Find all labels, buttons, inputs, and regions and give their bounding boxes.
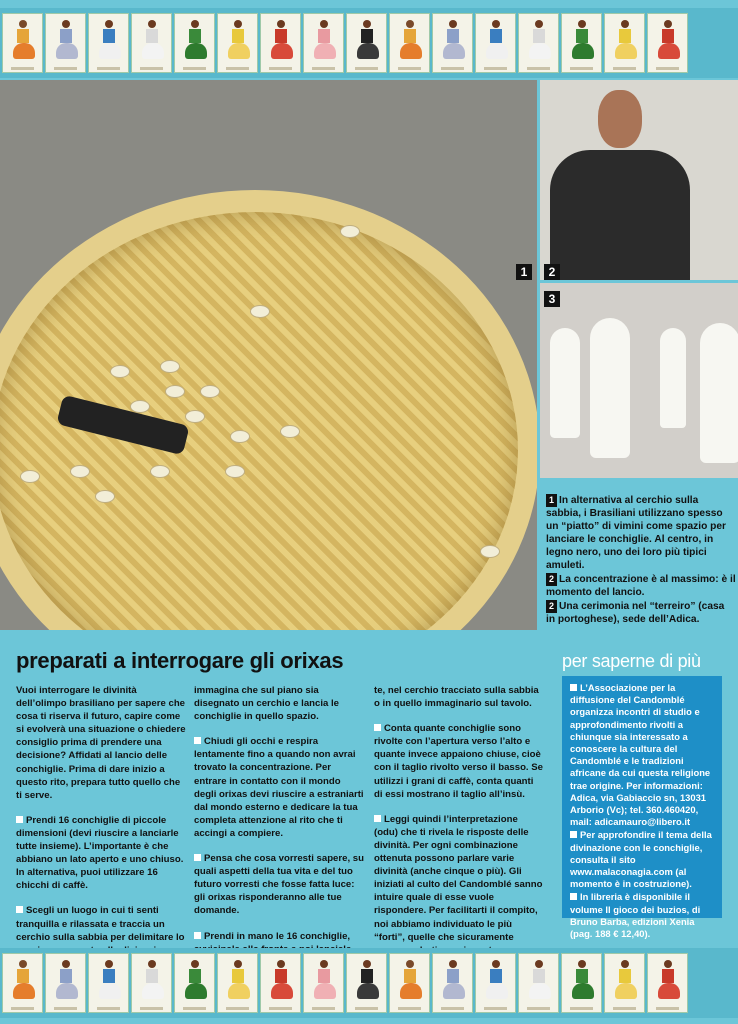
paragraph: immagina che sul piano sia disegnato un cerchio e lancia le conchiglie in quello spazio. (194, 685, 340, 723)
bullet-square-icon (374, 815, 381, 822)
orixa-card (131, 953, 172, 1013)
orixa-card (518, 13, 559, 73)
orixa-card (604, 13, 645, 73)
orixa-figure-icon (185, 20, 205, 64)
orixa-figure-icon (271, 20, 291, 64)
orixa-figure-icon (271, 960, 291, 1004)
orixa-figure-icon (357, 20, 377, 64)
orixa-card (260, 953, 301, 1013)
photo-captions (546, 494, 736, 627)
paragraph: Pensa che cosa vorresti sapere, su quali aspetti della tua vita e del tuo futuro vorresti che fosse fatta luce: gli orixas risponderanno alle tue domande. (194, 853, 364, 917)
photo-man-throwing (540, 80, 738, 280)
orixa-figure-icon (400, 20, 420, 64)
bullet-square-icon (194, 932, 201, 939)
orixa-card (174, 13, 215, 73)
orixa-figure-icon (572, 20, 592, 64)
text-column-2 (194, 684, 364, 981)
orixa-card (475, 13, 516, 73)
orixa-card (217, 13, 258, 73)
bottom-card-strip (0, 948, 738, 1018)
bullet-square-icon (374, 724, 381, 731)
orixa-card (303, 13, 344, 73)
bullet-square-icon (16, 816, 23, 823)
orixa-card (389, 13, 430, 73)
orixa-figure-icon (400, 960, 420, 1004)
orixa-figure-icon (443, 960, 463, 1004)
text-column-1 (16, 684, 186, 982)
orixa-card (346, 953, 387, 1013)
orixa-figure-icon (13, 20, 33, 64)
orixa-figure-icon (529, 960, 549, 1004)
orixa-figure-icon (56, 960, 76, 1004)
orixa-figure-icon (658, 20, 678, 64)
orixa-figure-icon (142, 960, 162, 1004)
paragraph: Chiudi gli occhi e respira lentamente fino a quando non avrai trovato la concentrazione. Per entrare in contatto con il mondo degli orixas devi riuscire a estraniarti dal mondo esterno e dedicare la tua completa attenzione al rito che ti accingi a compiere. (194, 736, 364, 839)
orixa-figure-icon (529, 20, 549, 64)
photo-number-3: 3 (544, 291, 560, 307)
paragraph: Leggi quindi l’interpretazione (odu) che ti rivela le risposte delle divinità. Per ogni combinazione ottenuta possono parlare varie divinità (anche cinque o più). Gli iniziati al culto del Candomblé sanno intuire quale di esse vuole rispondere. Per facilitarti il compito, noi abbiamo individuato le più “forti”, quelle che sicuramente (374, 813, 543, 943)
orixa-card (346, 13, 387, 73)
orixa-card (432, 953, 473, 1013)
orixa-figure-icon (314, 20, 334, 64)
orixa-figure-icon (572, 960, 592, 1004)
paragraph: te, nel cerchio tracciato sulla sabbia o in quello immaginario sul tavolo. (374, 685, 539, 710)
headline: preparati a interrogare gli orixas (16, 648, 344, 673)
orixa-card (303, 953, 344, 1013)
orixa-figure-icon (56, 20, 76, 64)
orixa-figure-icon (443, 20, 463, 64)
orixa-card (131, 13, 172, 73)
bullet-square-icon (570, 831, 577, 838)
top-card-strip (0, 8, 738, 78)
bullet-square-icon (194, 854, 201, 861)
orixa-card (2, 13, 43, 73)
paragraph: Vuoi interrogare le divinità dell’olimpo brasiliano per sapere che cosa ti riserva il futuro, capire come si evolverà una situazione o chiedere consiglio prima di prendere una decisione? Affidati al lancio delle conchiglie. Prima di dare inizio a questo rito, prepara tutto quello che ti serve. (16, 685, 186, 801)
paragraph: Prendi 16 conchiglie di piccole dimensioni (devi riuscire a lanciarle tutte insieme). L’importante è che abbiano un lato aperto e uno chiuso. In alternativa, puoi utilizzare 16 chicchi di caffè. (16, 814, 184, 892)
bullet-square-icon (570, 893, 577, 900)
orixa-card (389, 953, 430, 1013)
orixa-card (561, 13, 602, 73)
orixa-figure-icon (486, 20, 506, 64)
caption: 2 Una cerimonia nel “terreiro” (casa in portoghese), sede dell’Adica. (546, 601, 725, 625)
photo-ceremony (540, 283, 738, 478)
orixa-figure-icon (99, 960, 119, 1004)
orixa-card (88, 953, 129, 1013)
bullet-square-icon (570, 684, 577, 691)
orixa-figure-icon (185, 960, 205, 1004)
orixa-figure-icon (486, 960, 506, 1004)
orixa-figure-icon (314, 960, 334, 1004)
sidebox (562, 676, 722, 940)
photo-number-1: 1 (516, 264, 532, 280)
paragraph: Conta quante conchiglie sono rivolte con l’apertura verso l’alto e quante invece appaiono chiuse, cioè con il taglio rivolto verso il basso. Se utilizzi i grani di caffè, conta quanti di essi mostrano il taglio all’insù. (374, 723, 544, 800)
paragraph: Scegli un luogo in cui ti senti tranquilla e rilassata e traccia un cerchio sulla sabbia per delimitare lo (16, 905, 185, 943)
sidebox-item: In libreria è disponibile il volume Il gioco dei buzios, di Bruno Barba, edizioni Xenia (pag. 188 € 12,40). (570, 891, 701, 940)
orixa-card (604, 953, 645, 1013)
orixa-figure-icon (615, 960, 635, 1004)
orixa-figure-icon (13, 960, 33, 1004)
orixa-card (174, 953, 215, 1013)
orixa-figure-icon (99, 20, 119, 64)
sidebox-title: per saperne di più (562, 651, 701, 671)
man-body (550, 150, 690, 280)
orixa-card (475, 953, 516, 1013)
orixa-figure-icon (228, 20, 248, 64)
orixa-figure-icon (228, 960, 248, 1004)
orixa-figure-icon (658, 960, 678, 1004)
orixa-card (432, 13, 473, 73)
orixa-card (88, 13, 129, 73)
photo-number-2: 2 (544, 264, 560, 280)
caption: 2 La concentrazione è al massimo: è il momento del lancio. (546, 574, 736, 598)
paragraph: Prendi in mano le 16 conchiglie, (194, 930, 364, 969)
orixa-figure-icon (615, 20, 635, 64)
orixa-figure-icon (357, 960, 377, 1004)
bullet-square-icon (16, 906, 23, 913)
photo-basket-shells (0, 80, 537, 630)
orixa-card (45, 13, 86, 73)
sidebox-item: Per approfondire il tema della divinazione con le conchiglie, consulta il sito www.malaconagia.com (al momento è in costruzione). (570, 829, 712, 890)
sidebox-item: L’Associazione per la diffusione del Candomblé organizza incontri di studio e approfondimento rivolti a chiunque sia interessato a conoscere la cultura del Candomblé e le tradizioni africane da cui questa religione trae origine. Per informazioni: Adica, via Gabiaccio sn, 13031 Arborio (Vc); tel. 360.460420, mail: adicamauro@libero.it (570, 682, 711, 828)
bullet-square-icon (194, 737, 201, 744)
orixa-card (561, 953, 602, 1013)
orixa-card (2, 953, 43, 1013)
orixa-card (647, 953, 688, 1013)
orixa-card (217, 953, 258, 1013)
man-face (598, 90, 642, 148)
orixa-card (45, 953, 86, 1013)
orixa-card (518, 953, 559, 1013)
orixa-card (260, 13, 301, 73)
orixa-card (647, 13, 688, 73)
text-column-3 (374, 684, 544, 969)
orixa-figure-icon (142, 20, 162, 64)
caption: 1 In alternativa al cerchio sulla sabbia, i Brasiliani utilizzano spesso un “piatto” di vimini come spazio per lanciare le conchiglie. Al centro, in legno nero, uno dei loro più tipici amuleti. (546, 495, 727, 571)
